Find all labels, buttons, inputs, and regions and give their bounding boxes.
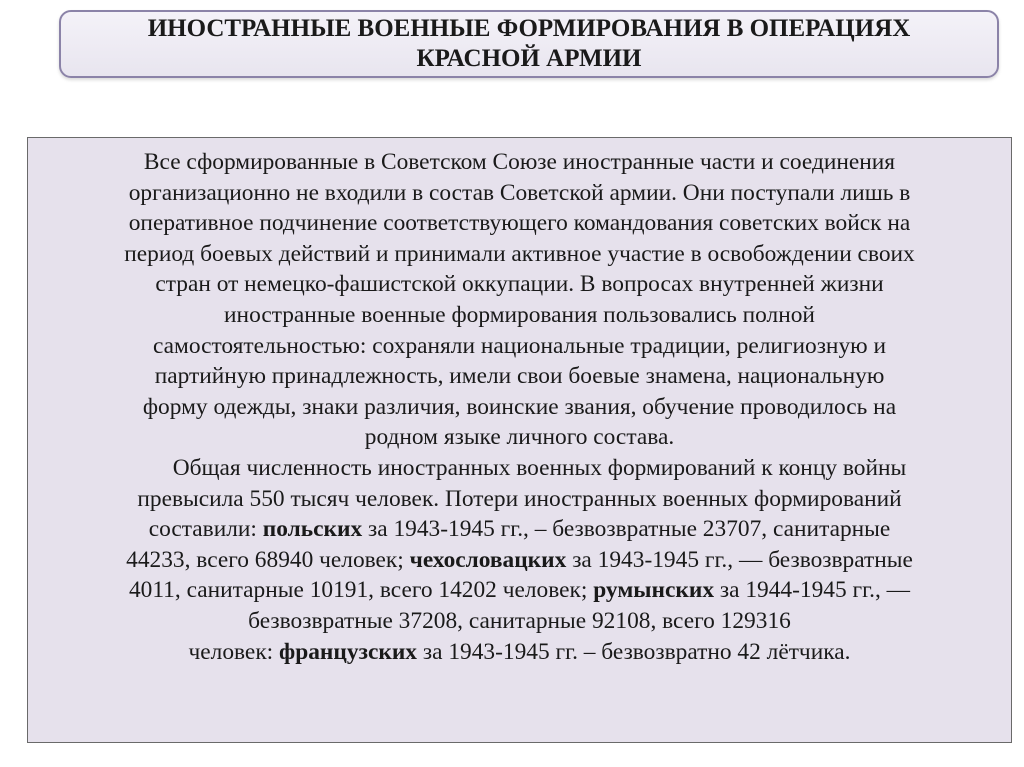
- paragraph-2-line: безвозвратные 37208, санитарные 92108, всего 129316: [248, 607, 791, 634]
- slide-title-line-1: ИНОСТРАННЫЕ ВОЕННЫЕ ФОРМИРОВАНИЯ В ОПЕРАЦИЯХ: [147, 15, 911, 42]
- text-run: за 1943-1945 гг., — безвозвратные: [566, 546, 913, 573]
- bold-term-romanian: румынских: [593, 577, 715, 604]
- paragraph-1-line: партийную принадлежность, имели свои боевые знамена, национальную: [154, 363, 885, 390]
- paragraph-2-line: [28, 545, 1011, 576]
- paragraph-2-line: [28, 514, 1011, 545]
- paragraph-1-line: организационно не входили в состав Советской армии. Они поступали лишь в: [128, 179, 911, 206]
- text-run: за 1944-1945 гг., —: [714, 577, 911, 604]
- content-text-box: [27, 137, 1012, 743]
- paragraph-1-line: самостоятельностью: сохраняли национальные традиции, религиозную и: [152, 332, 886, 359]
- paragraph-2-line: превысила 550 тысяч человек. Потери иностранных военных формирований: [137, 485, 902, 512]
- paragraph-2: [28, 453, 1011, 667]
- paragraph-1-line: форму одежды, знаки различия, воинские звания, обучение проводилось на: [142, 393, 897, 420]
- paragraph-2-line: Общая численность иностранных военных формирований к концу войны: [172, 454, 907, 481]
- text-run: человек:: [188, 638, 280, 665]
- bold-term-czechoslovak: чехословацких: [409, 546, 567, 573]
- paragraph-1-line: период боевых действий и принимали активное участие в освобождении своих: [124, 240, 915, 267]
- paragraph-1-line: оперативное подчинение соответствующего командования советских войск на: [128, 210, 911, 237]
- text-run: 4011, санитарные 10191, всего 14202 человек;: [128, 577, 594, 604]
- paragraph-2-line: [28, 575, 1011, 606]
- paragraph-1-line: стран от немецко-фашистской оккупации. В вопросах внутренней жизни: [155, 271, 884, 298]
- text-run: за 1943-1945 гг., – безвозвратные 23707, санитарные: [362, 516, 891, 543]
- text-run: 44233, всего 68940 человек;: [126, 546, 410, 573]
- bold-term-french: французских: [279, 638, 417, 665]
- paragraph-1-line: Все сформированные в Советском Союзе иностранные части и соединения: [143, 149, 896, 175]
- paragraph-1-line: родном языке личного состава.: [364, 424, 675, 451]
- bold-term-polish: польских: [262, 516, 363, 543]
- paragraph-1-line: иностранные военные формирования пользовались полной: [224, 301, 815, 328]
- slide-title-line-2: КРАСНОЙ АРМИИ: [416, 45, 642, 72]
- paragraph-1: [28, 147, 1011, 453]
- text-run: составили:: [148, 516, 263, 543]
- paragraph-2-line: [28, 637, 1011, 668]
- text-run: за 1943-1945 гг. – безвозвратно 42 лётчика.: [417, 638, 851, 665]
- slide-title-box: [59, 10, 999, 78]
